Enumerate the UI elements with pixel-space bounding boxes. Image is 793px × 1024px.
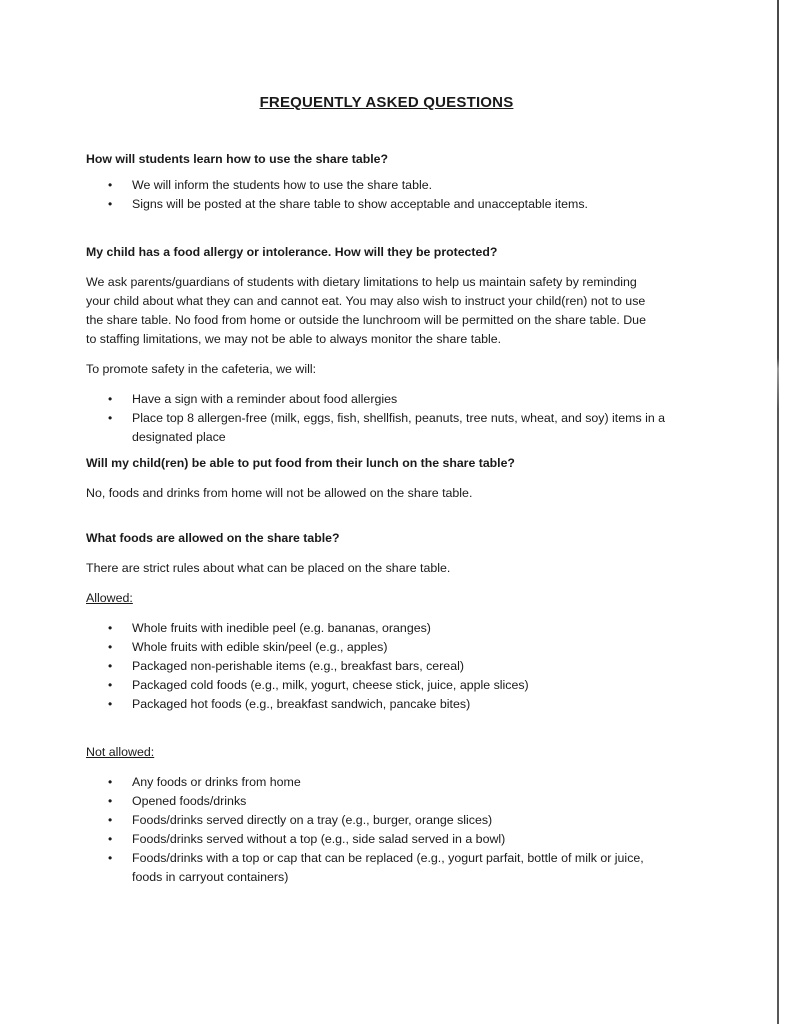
- list-item: • Packaged cold foods (e.g., milk, yogurt, cheese stick, juice, apple slices): [132, 676, 698, 695]
- list-item: • Have a sign with a reminder about food allergies: [132, 390, 698, 409]
- allergy-paragraph: [86, 273, 698, 349]
- allowed-list: [86, 619, 698, 714]
- list-item: • Whole fruits with edible skin/peel (e.g., apples): [132, 638, 698, 657]
- list-item: • Any foods or drinks from home: [132, 773, 698, 792]
- list-item: [132, 849, 698, 887]
- list-item-text: Place top 8 allergen-free (milk, eggs, fish, shellfish, peanuts, tree nuts, wheat, and soy) items in a: [132, 411, 666, 425]
- list-item: • Foods/drinks served without a top (e.g., side salad served in a bowl): [132, 830, 698, 849]
- question-food-from-lunch: Will my child(ren) be able to put food from their lunch on the share table?: [86, 456, 515, 470]
- list-item: • Foods/drinks served directly on a tray (e.g., burger, orange slices): [132, 811, 698, 830]
- page-title: FREQUENTLY ASKED QUESTIONS: [259, 94, 514, 111]
- list-item-continuation: designated place: [132, 430, 226, 444]
- answer-allowed-foods: There are strict rules about what can be placed on the share table.: [86, 561, 451, 575]
- paragraph-line: the share table. No food from home or outside the lunchroom will be permitted on the share table. Due: [86, 313, 646, 327]
- answer-food-from-lunch: No, foods and drinks from home will not be allowed on the share table.: [86, 486, 473, 500]
- not-allowed-heading: Not allowed:: [86, 745, 155, 759]
- paragraph-line: to staffing limitations, we may not be able to always monitor the share table.: [86, 332, 502, 346]
- list-item: • Packaged non-perishable items (e.g., breakfast bars, cereal): [132, 657, 698, 676]
- list-item-text: Foods/drinks with a top or cap that can be replaced (e.g., yogurt parfait, bottle of milk or juice,: [132, 851, 644, 865]
- scan-edge-line: [777, 0, 779, 1024]
- allowed-heading: Allowed:: [86, 591, 133, 605]
- paragraph-line: your child about what they can and cannot eat. You may also wish to instruct your child(ren) not to use: [86, 294, 646, 308]
- question-food-allergy: My child has a food allergy or intolerance. How will they be protected?: [86, 245, 498, 259]
- question-share-table-usage: How will students learn how to use the share table?: [86, 152, 389, 166]
- question-allowed-foods: What foods are allowed on the share table?: [86, 531, 340, 545]
- bullet-list: [86, 176, 698, 214]
- list-item: • Opened foods/drinks: [132, 792, 698, 811]
- not-allowed-list: [86, 773, 698, 887]
- list-item-continuation: foods in carryout containers): [132, 870, 289, 884]
- list-item: • We will inform the students how to use the share table.: [132, 176, 698, 195]
- list-item: [132, 409, 698, 447]
- list-item: • Signs will be posted at the share table to show acceptable and unacceptable items.: [132, 195, 698, 214]
- faq-content: [86, 150, 698, 887]
- list-item: • Whole fruits with inedible peel (e.g. bananas, oranges): [132, 619, 698, 638]
- safety-intro: To promote safety in the cafeteria, we will:: [86, 362, 317, 376]
- bullet-list: [86, 390, 698, 447]
- list-item: • Packaged hot foods (e.g., breakfast sandwich, pancake bites): [132, 695, 698, 714]
- paragraph-line: We ask parents/guardians of students with dietary limitations to help us maintain safety by reminding: [86, 275, 637, 289]
